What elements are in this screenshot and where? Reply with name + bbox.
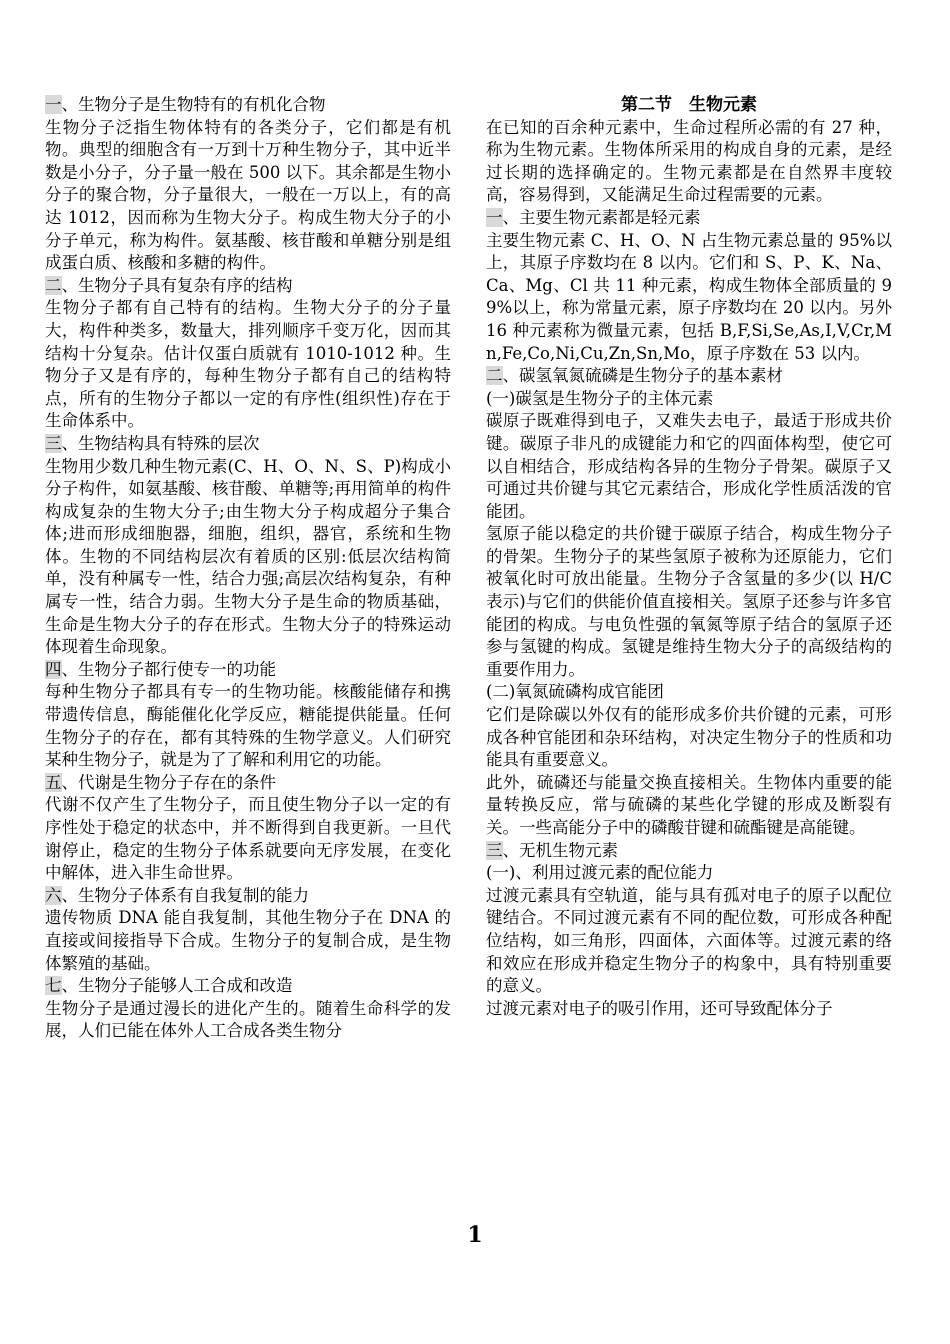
paragraph: 过渡元素对电子的吸引作用，还可导致配体分子 — [486, 998, 833, 1018]
page-number: 1 — [467, 1222, 483, 1248]
heading-2 — [486, 365, 892, 388]
subheading: (一)碳氢是生物分子的主体元素 — [486, 388, 714, 408]
heading-number: 三 — [486, 840, 503, 860]
heading-text: 、代谢是生物分子存在的条件 — [61, 772, 276, 792]
heading-5 — [45, 772, 451, 795]
heading-1 — [486, 207, 892, 230]
heading-number: 一 — [486, 207, 503, 227]
heading-text: 、生物分子能够人工合成和改造 — [61, 976, 293, 996]
paragraph: 遗传物质 DNA 能自我复制，其他生物分子在 DNA 的直接或间接指导下合成。生物分子的复制合成，是生物体繁殖的基础。 — [45, 908, 451, 973]
paragraph: 生物分子泛指生物体特有的各类分子，它们都是有机物。典型的细胞含有一万到十万种生物分子，其中近半数是小分子，分子量一般在 500 以下。其余都是生物小分子的聚合物，分子量很大，一般在一万以上，有的高达 1012，因而称为生物大分子。构成生物大分子的小分子单元，称为构件。氨基酸、核苷酸和单糖分别是组成蛋白质、核酸和多糖的构件。 — [45, 117, 451, 273]
subheading: (一)、利用过渡元素的配位能力 — [486, 863, 714, 883]
paragraph: 它们是除碳以外仅有的能形成多价共价键的元素，可形成各种官能团和杂环结构，对决定生物分子的性质和功能具有重要意义。 — [486, 705, 892, 770]
paragraph: 此外，硫磷还与能量交换直接相关。生物体内重要的能量转换反应，常与硫磷的某些化学键的形成及断裂有关。一些高能分子中的磷酸苷键和硫酯键是高能键。 — [486, 772, 892, 837]
heading-number: 五 — [45, 772, 62, 792]
heading-text: 、碳氢氧氮硫磷是生物分子的基本素材 — [502, 366, 783, 386]
paragraph: 过渡元素具有空轨道，能与具有孤对电子的原子以配位键结合。不同过渡元素有不同的配位数，可形成各种配位结构，如三角形，四面体，六面体等。过渡元素的络和效应在形成并稳定生物分子的构象中，具有特别重要的意义。 — [486, 885, 892, 996]
heading-text: 、生物分子体系有自我复制的能力 — [61, 885, 309, 905]
heading-2 — [45, 275, 451, 298]
paragraph: 生物用少数几种生物元素(C、H、O、N、S、P)构成小分子构件，如氨基酸、核苷酸、单糖等;再用简单的构件构成复杂的生物大分子;由生物大分子构成超分子集合体;进而形成细胞器，细胞，组织，器官，系统和生物体。生物的不同结构层次有着质的区别:低层次结构简单，没有种属专一性，结合力强;高层次结构复杂，有种属专一性，结合力弱。生物大分子是生命的物质基础，生命是生物大分子的存在形式。生物大分子的特殊运动体现着生命现象。 — [45, 456, 451, 657]
heading-text: 、主要生物元素都是轻元素 — [502, 207, 701, 227]
heading-text: 、生物分子都行使专一的功能 — [61, 659, 276, 679]
heading-text: 、无机生物元素 — [502, 840, 618, 860]
heading-text: 、生物分子是生物特有的有机化合物 — [61, 95, 326, 114]
paragraph: 氢原子能以稳定的共价键于碳原子结合，构成生物分子的骨架。生物分子的某些氢原子被称为还原能力，它们被氧化时可放出能量。生物分子含氢量的多少(以 H/C 表示)与它们的供能价值直接相关。氢原子还参与许多官能团的构成。与电负性强的氧氮等原子结合的氢原子还参与氢键的构成。氢键是维持生物大分子的高级结构的重要作用力。 — [486, 524, 892, 679]
paragraph: 每种生物分子都具有专一的生物功能。核酸能储存和携带遗传信息，酶能催化化学反应，糖能提供能量。任何生物分子的存在，都有其特殊的生物学意义。人们研究某种生物分子，就是为了了解和利用它的功能。 — [45, 682, 451, 770]
paragraph: 碳原子既难得到电子，又难失去电子，最适于形成共价键。碳原子非凡的成键能力和它的四面体构型，使它可以自相结合，形成结构各异的生物分子骨架。碳原子又可通过共价键与其它元素结合，形成化学性质活泼的官能团。 — [486, 411, 892, 521]
heading-text: 、生物分子具有复杂有序的结构 — [61, 275, 293, 295]
left-column — [45, 94, 451, 1043]
heading-6 — [45, 885, 451, 908]
heading-1 — [45, 94, 451, 117]
heading-number: 六 — [45, 885, 62, 905]
heading-number: 三 — [45, 433, 62, 453]
heading-7 — [45, 975, 451, 998]
heading-number: 二 — [486, 366, 503, 386]
paragraph: 在已知的百余种元素中，生命过程所必需的有 27 种，称为生物元素。生物体所采用的构成自身的元素，是经过长期的选择确定的。生物元素都是在自然界丰度较高，容易得到，又能满足生命过程需要的元素。 — [486, 117, 892, 205]
heading-number: 二 — [45, 275, 62, 295]
section-title: 第二节 生物元素 — [621, 95, 757, 115]
heading-3 — [45, 433, 451, 456]
paragraph: 主要生物元素 C、H、O、N 占生物元素总量的 95%以上，其原子序数均在 8 以内。它们和 S、P、K、Na、Ca、Mg、Cl 共 11 种元素，构成生物体全部质量的 99%以上，称为常量元素，原子序数均在 20 以内。另外 16 种元素称为微量元素，包括 B,F,Si,Se,As,I,V,Cr,Mn,Fe,Co,Ni,Cu,Zn,Sn,Mo，原子序数在 53 以内。 — [486, 230, 892, 363]
heading-text: 、生物结构具有特殊的层次 — [61, 433, 260, 453]
right-column — [486, 94, 892, 1020]
heading-number: 七 — [45, 976, 62, 996]
heading-3 — [486, 840, 892, 863]
paragraph: 代谢不仅产生了生物分子，而且使生物分子以一定的有序性处于稳定的状态中，并不断得到自我更新。一旦代谢停止，稳定的生物分子体系就要向无序发展，在变化中解体，进入非生命世界。 — [45, 795, 451, 883]
paragraph: 生物分子是通过漫长的进化产生的。随着生命科学的发展，人们已能在体外人工合成各类生物分 — [45, 998, 451, 1041]
subheading: (二)氧氮硫磷构成官能团 — [486, 682, 664, 702]
heading-4 — [45, 659, 451, 682]
heading-number: 一 — [45, 95, 62, 114]
heading-number: 四 — [45, 659, 62, 679]
paragraph: 生物分子都有自己特有的结构。生物大分子的分子量大，构件种类多，数量大，排列顺序千变万化，因而其结构十分复杂。估计仅蛋白质就有 1010-1012 种。生物分子又是有序的，每种生物分子都有自己的结构特点，所有的生物分子都以一定的有序性(组织性)存在于生命体系中。 — [45, 298, 451, 431]
